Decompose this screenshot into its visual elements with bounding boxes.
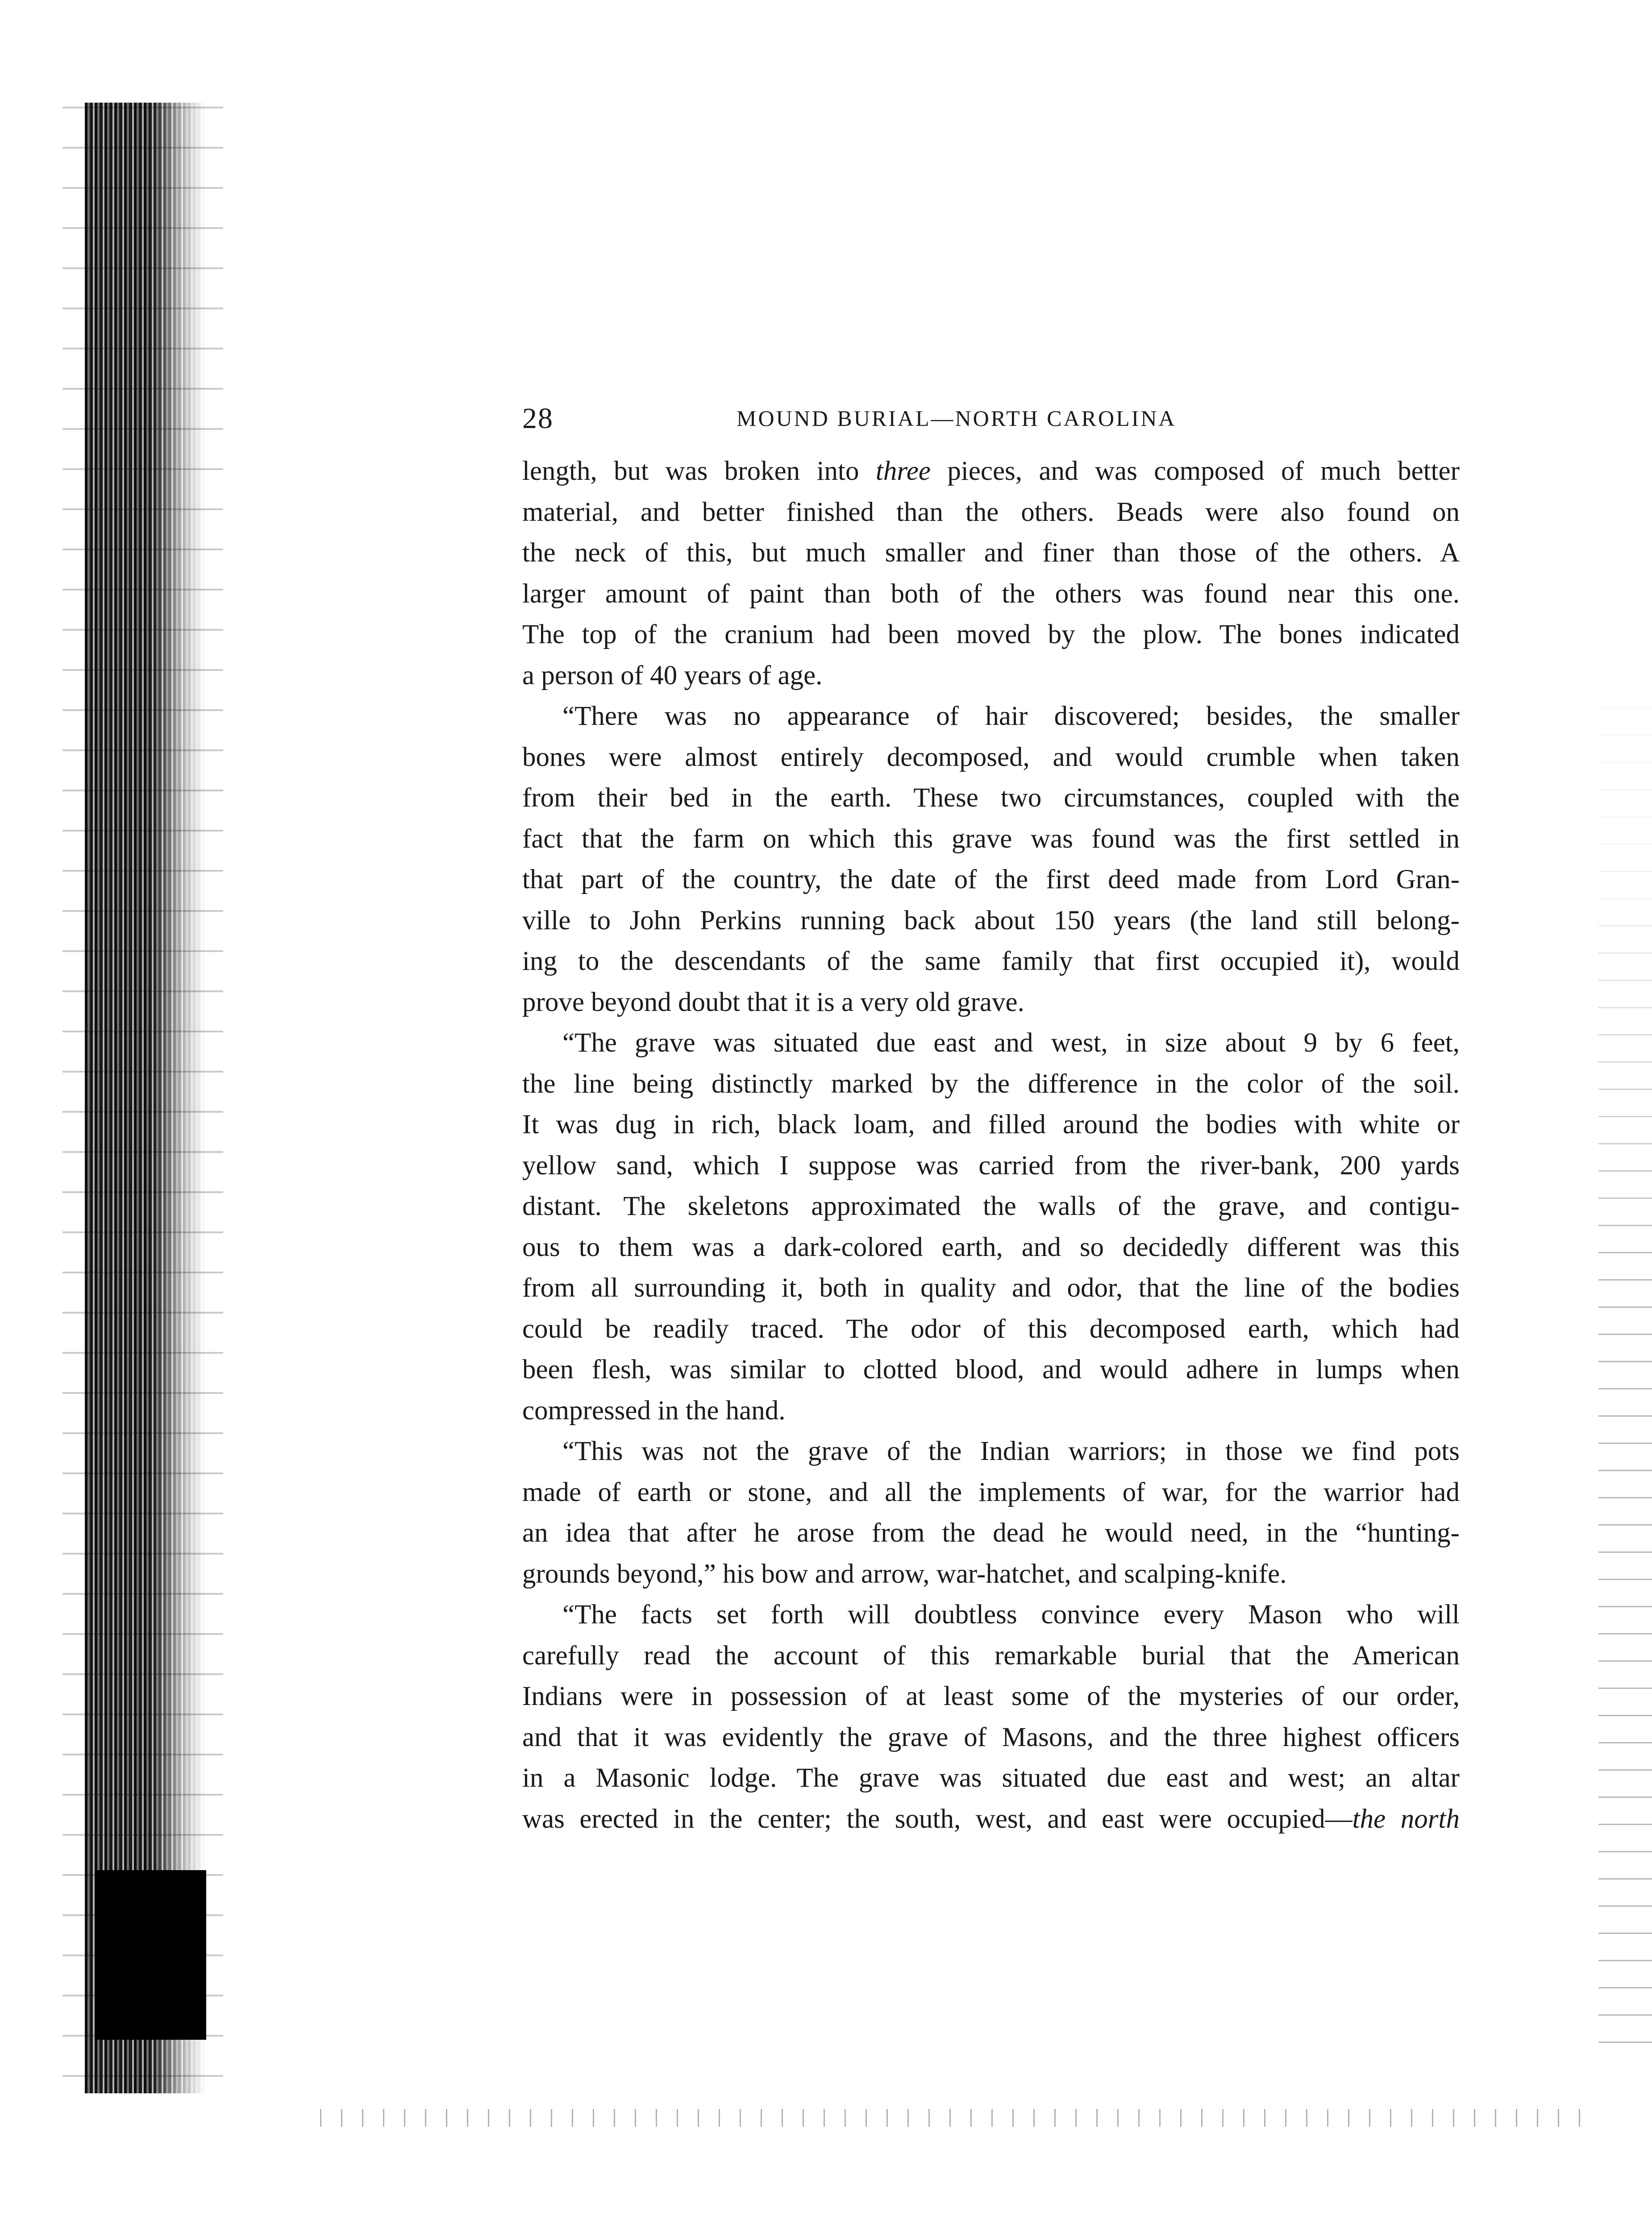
text-line: prove beyond doubt that it is a very old grave. <box>522 987 1024 1017</box>
text-line: “There was no appearance of hair discovered; besides, the smaller <box>562 701 1460 731</box>
text-line: yellow sand, which I suppose was carried from the river-bank, 200 yards <box>522 1150 1460 1181</box>
text-line: fact that the farm on which this grave was found was the first settled in <box>522 823 1460 854</box>
italic-emphasis: the north <box>1352 1804 1460 1834</box>
text-line: from their bed in the earth. These two circumstances, coupled with the <box>522 783 1460 813</box>
text-line: that part of the country, the date of the first deed made from Lord Gran- <box>522 865 1460 894</box>
binding-speckle <box>62 103 223 2093</box>
text-line: larger amount of paint than both of the others was found near this one. <box>522 578 1460 609</box>
text-line: and that it was evidently the grave of Masons, and the three highest officers <box>522 1722 1460 1752</box>
text-line: an idea that after he arose from the dead he would need, in the “hunting- <box>522 1518 1460 1548</box>
scan-bottom-noise <box>312 2109 1585 2127</box>
paragraph-2 <box>522 696 1460 1023</box>
binding-dark-block <box>95 1870 206 2040</box>
text-line: “The grave was situated due east and west, in size about 9 by 6 feet, <box>562 1028 1460 1058</box>
paragraph-1 <box>522 451 1460 696</box>
scan-edge-noise <box>1598 134 1652 2053</box>
text-line: “The facts set forth will doubtless convince every Mason who will <box>562 1600 1460 1630</box>
text-line: in a Masonic lodge. The grave was situated due east and west; an altar <box>522 1763 1460 1793</box>
text-line: from all surrounding it, both in quality and odor, that the line of the bodies <box>522 1273 1460 1303</box>
text-line: Indians were in possession of at least some of the mysteries of our order, <box>522 1681 1460 1711</box>
page-number: 28 <box>522 402 553 435</box>
text-line: “This was not the grave of the Indian warriors; in those we find pots <box>562 1436 1460 1466</box>
text-line: ville to John Perkins running back about 150 years (the land still belong- <box>522 905 1460 936</box>
text-line: been flesh, was similar to clotted blood, and would adhere in lumps when <box>522 1355 1460 1385</box>
text-line: ing to the descendants of the same family that first occupied it), would <box>522 946 1460 976</box>
text-line: bones were almost entirely decomposed, and would crumble when taken <box>522 742 1460 772</box>
text-line: ous to them was a dark-colored earth, and so decidedly different was this <box>522 1232 1460 1262</box>
text-line: length, but was broken into three pieces, and was composed of much better <box>522 456 1460 486</box>
running-head <box>522 402 1460 451</box>
text-line: It was dug in rich, black loam, and filled around the bodies with white or <box>522 1110 1460 1139</box>
running-title: MOUND BURIAL—NORTH CAROLINA <box>737 406 1177 431</box>
text-line: grounds beyond,” his bow and arrow, war-hatchet, and scalping-knife. <box>522 1559 1287 1589</box>
text-line: the line being distinctly marked by the difference in the color of the soil. <box>522 1069 1460 1099</box>
text-line: compressed in the hand. <box>522 1395 786 1426</box>
text-line: was erected in the center; the south, west, and east were occupied—the north <box>522 1804 1460 1834</box>
text-line: The top of the cranium had been moved by the plow. The bones indicated <box>522 620 1460 649</box>
paragraph-4 <box>522 1431 1460 1594</box>
text-line: distant. The skeletons approximated the walls of the grave, and contigu- <box>522 1191 1460 1221</box>
text-line: carefully read the account of this remarkable burial that the American <box>522 1640 1460 1671</box>
text-line: the neck of this, but much smaller and finer than those of the others. A <box>522 538 1460 568</box>
paragraph-5 <box>522 1594 1460 1839</box>
book-page <box>522 402 1460 1839</box>
text-line: material, and better finished than the others. Beads were also found on <box>522 497 1460 527</box>
paragraph-3 <box>522 1023 1460 1431</box>
italic-emphasis: three <box>875 456 931 486</box>
text-line: a person of 40 years of age. <box>522 660 823 690</box>
text-line: could be readily traced. The odor of this decomposed earth, which had <box>522 1314 1460 1344</box>
text-line: made of earth or stone, and all the implements of war, for the warrior had <box>522 1477 1460 1507</box>
